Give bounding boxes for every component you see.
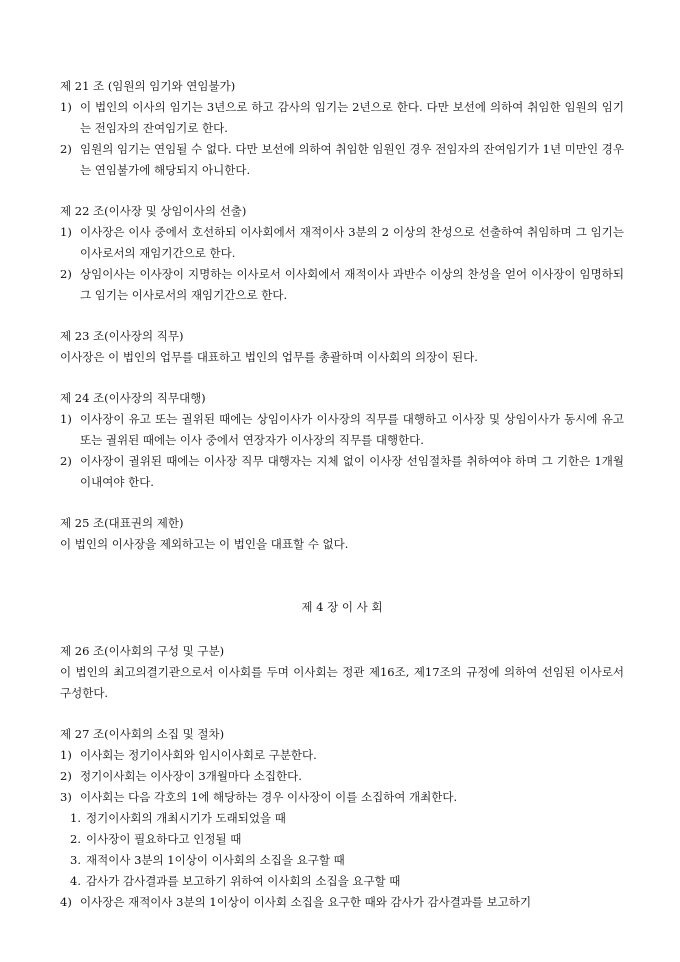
subitem-text: 정기이사회의 개최시기가 도래되었을 때 <box>86 811 286 825</box>
article-title: 제 23 조(이사장의 직무) <box>60 329 184 343</box>
article-item <box>60 264 624 306</box>
subitem-number: 2. <box>70 832 81 846</box>
subitem-text: 감사가 감사결과를 보고하기 위하여 이사회의 소집을 요구할 때 <box>86 874 401 888</box>
subitem-text: 이사장이 필요하다고 인정될 때 <box>86 832 242 846</box>
item-number: 2) <box>60 267 72 281</box>
article-title: 제 22 조(이사장 및 상임이사의 선출) <box>60 204 247 218</box>
article-23 <box>60 326 624 368</box>
article-26 <box>60 641 624 704</box>
item-text: 임원의 임기는 연임될 수 없다. 다만 보선에 의하여 취임한 임원인 경우 전임자의 잔여임기가 1년 미만인 경우는 연임불가에 해당되지 아니한다. <box>80 142 624 177</box>
article-21 <box>60 76 624 181</box>
subitem-text: 재적이사 3분의 1이상이 이사회의 소집을 요구할 때 <box>86 853 345 867</box>
item-text: 이사장이 궐위된 때에는 이사장 직무 대행자는 지체 없이 이사장 선임절차를 취하여야 하며 그 기한은 1개월 이내여야 한다. <box>80 454 624 489</box>
article-27 <box>60 724 624 913</box>
item-number: 2) <box>60 769 72 783</box>
article-subitem <box>60 829 624 850</box>
item-text: 상임이사는 이사장이 지명하는 이사로서 이사회에서 재적이사 과반수 이상의 찬성을 얻어 이사장이 임명하되 그 임기는 이사로서의 재임기간으로 한다. <box>80 267 624 302</box>
article-item <box>60 222 624 264</box>
article-subitem <box>60 808 624 829</box>
article-title: 제 26 조(이사회의 구성 및 구분) <box>60 644 225 658</box>
item-text: 이사장은 재적이사 3분의 1이상이 이사회 소집을 요구한 때와 감사가 감사결과를 보고하기 <box>80 895 532 909</box>
item-text: 이사장이 유고 또는 궐위된 때에는 상임이사가 이사장의 직무를 대행하고 이사장 및 상임이사가 동시에 유고 또는 궐위된 때에는 이사 중에서 연장자가 이사장의 직무를 대행한다. <box>80 412 624 447</box>
article-body: 이 법인의 이사장을 제외하고는 이 법인을 대표할 수 없다. <box>60 537 349 551</box>
article-item <box>60 409 624 451</box>
item-number: 1) <box>60 225 72 239</box>
item-number: 1) <box>60 412 72 426</box>
subitem-number: 3. <box>70 853 81 867</box>
article-24 <box>60 388 624 493</box>
item-text: 이사회는 정기이사회와 임시이사회로 구분한다. <box>80 748 317 762</box>
article-item <box>60 97 624 139</box>
article-item <box>60 892 624 913</box>
item-number: 3) <box>60 790 72 804</box>
document-content <box>60 76 624 913</box>
article-25 <box>60 513 624 555</box>
article-item <box>60 745 624 766</box>
article-body: 이사장은 이 법인의 업무를 대표하고 법인의 업무를 총괄하며 이사회의 의장이 된다. <box>60 350 478 364</box>
item-text: 이사장은 이사 중에서 호선하되 이사회에서 재적이사 3분의 2 이상의 찬성으로 선출하여 취임하며 그 임기는 이사로서의 재임기간으로 한다. <box>80 225 624 260</box>
article-title: 제 24 조(이사장의 직무대행) <box>60 391 206 405</box>
article-subitem <box>60 871 624 892</box>
item-text: 정기이사회는 이사장이 3개월마다 소집한다. <box>80 769 302 783</box>
article-22 <box>60 201 624 306</box>
article-title: 제 27 조(이사회의 소집 및 절차) <box>60 727 225 741</box>
item-number: 1) <box>60 100 72 114</box>
article-title: 제 21 조 (임원의 임기와 연임불가) <box>60 79 236 93</box>
subitem-number: 4. <box>70 874 81 888</box>
article-item <box>60 451 624 493</box>
item-text: 이사회는 다음 각호의 1에 해당하는 경우 이사장이 이를 소집하여 개최한다. <box>80 790 458 804</box>
article-item <box>60 139 624 181</box>
article-item <box>60 787 624 808</box>
article-body: 이 법인의 최고의결기관으로서 이사회를 두며 이사회는 정관 제16조, 제17조의 규정에 의하여 선임된 이사로서 구성한다. <box>60 665 624 700</box>
subitem-number: 1. <box>70 811 81 825</box>
item-number: 4) <box>60 895 72 909</box>
chapter-title: 제 4 장 이 사 회 <box>301 600 383 614</box>
item-number: 2) <box>60 454 72 468</box>
item-text: 이 법인의 이사의 임기는 3년으로 하고 감사의 임기는 2년으로 한다. 다만 보선에 의하여 취임한 임원의 임기는 전임자의 잔여임기로 한다. <box>80 100 624 135</box>
article-title: 제 25 조(대표권의 제한) <box>60 516 184 530</box>
article-subitem <box>60 850 624 871</box>
item-number: 1) <box>60 748 72 762</box>
article-item <box>60 766 624 787</box>
item-number: 2) <box>60 142 72 156</box>
